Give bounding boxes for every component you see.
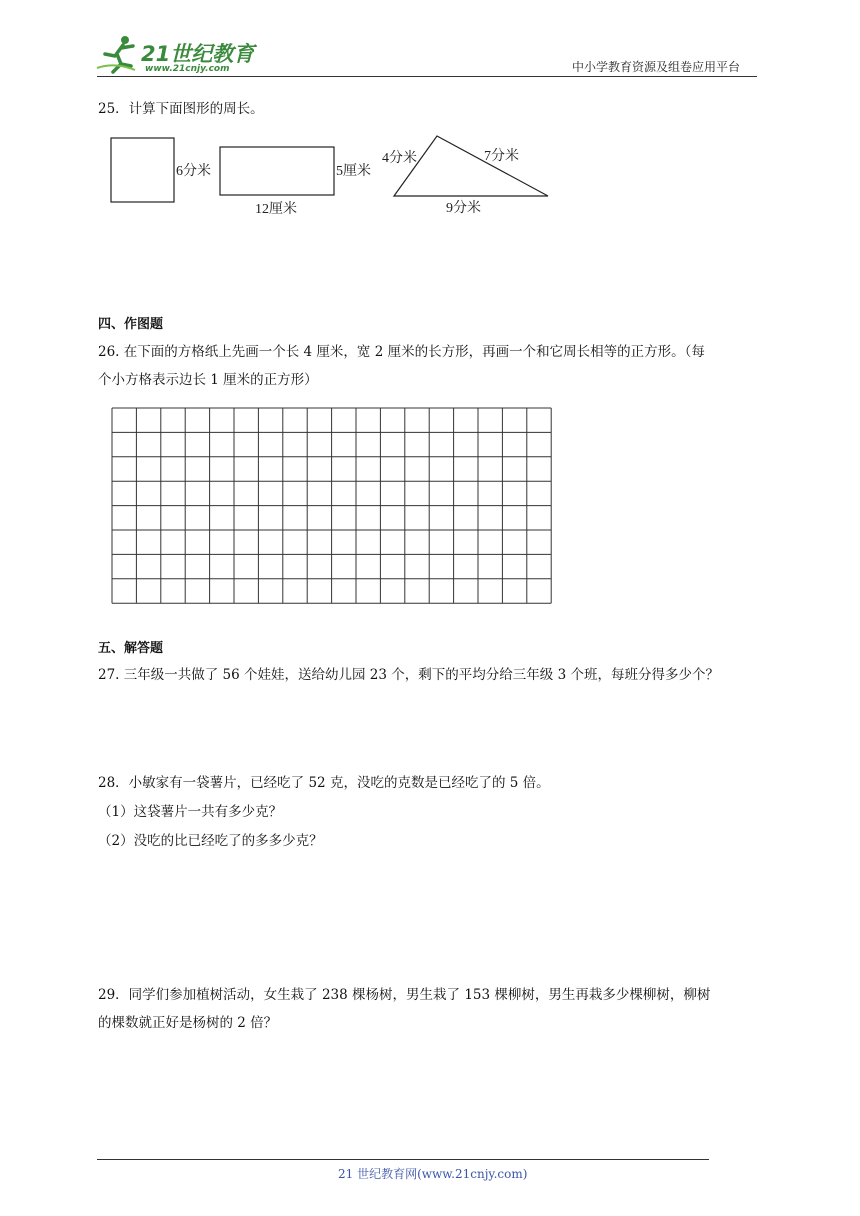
question-28-sub2: （2）没吃的比已经吃了的多多少克？ — [98, 833, 323, 849]
square-grid-paper — [110, 406, 556, 606]
header-right-text: 中小学教育资源及组卷应用平台 — [572, 60, 741, 74]
rectangle-width-label: 12厘米 — [255, 202, 297, 217]
footer-divider — [97, 1159, 709, 1160]
footer-text: 21 世纪教育网(www.21cnjy.com) — [338, 1167, 528, 1181]
logo-main-text: 21世纪教育 — [141, 42, 255, 66]
triangle-right-label: 7分米 — [484, 149, 519, 164]
question-29-line1: 29．同学们参加植树活动，女生栽了 238 棵杨树，男生栽了 153 棵柳树，男生再栽多少棵柳树，柳树 — [98, 987, 711, 1003]
question-28-sub1: （1）这袋薯片一共有多少克？ — [98, 804, 283, 820]
rectangle-height-label: 5厘米 — [336, 164, 371, 179]
runner-logo-icon — [95, 34, 143, 76]
question-29-line2: 的棵数就正好是杨树的 2 倍？ — [98, 1015, 278, 1031]
triangle-shape — [394, 136, 548, 196]
header-logo — [95, 34, 265, 78]
question-27-text: 27. 三年级一共做了 56 个娃娃，送给幼儿园 23 个，剩下的平均分给三年级 3 个班，每班分得多少个？ — [98, 667, 719, 683]
square-side-label: 6分米 — [176, 164, 211, 179]
header-divider — [97, 76, 757, 77]
question-25-figures — [100, 132, 560, 222]
question-28-text: 28．小敏家有一袋薯片，已经吃了 52 克，没吃的克数是已经吃了的 5 倍。 — [98, 775, 550, 791]
question-26-line2: 个小方格表示边长 1 厘米的正方形） — [98, 372, 318, 388]
square-shape — [111, 138, 174, 202]
logo-sub-text: www.21cnjy.com — [145, 64, 230, 74]
rectangle-shape — [220, 147, 334, 195]
question-25-text: 25．计算下面图形的周长。 — [98, 101, 264, 117]
section-5-title: 五、解答题 — [98, 641, 164, 656]
triangle-left-label: 4分米 — [382, 151, 417, 166]
question-26-line1: 26. 在下面的方格纸上先画一个长 4 厘米，宽 2 厘米的长方形，再画一个和它周长相等的正方形。（每 — [98, 344, 705, 360]
section-4-title: 四、作图题 — [98, 317, 164, 332]
triangle-base-label: 9分米 — [446, 201, 481, 216]
